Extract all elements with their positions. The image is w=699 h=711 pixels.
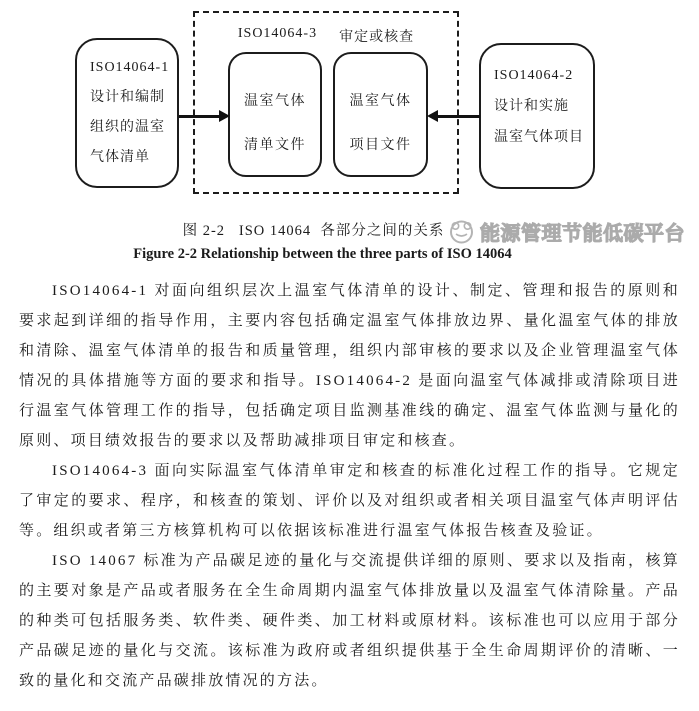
box-line: ISO14064-1 bbox=[90, 60, 170, 75]
iso14064-1-box bbox=[75, 38, 179, 188]
box-line: 设计和实施 bbox=[494, 99, 569, 114]
box-line: 设计和编制 bbox=[90, 90, 165, 105]
box-line: 组织的温室 bbox=[90, 120, 165, 135]
body-text bbox=[0, 276, 699, 696]
arrow-right-icon bbox=[219, 110, 230, 122]
ghg-project-file-box bbox=[333, 52, 428, 177]
paragraph-iso14067: ISO 14067 标准为产品碳足迹的量化与交流提供详细的原则、要求以及指南，核算的主要对象是产品或者服务在全生命周期内温室气体排放量以及温室气体清除量。产品的种类可包括服务类、软件类、硬件类、加工材料或原材料。该标准也可以应用于部分产品碳足迹的量化与交流。该标准为政府或者组织提供基于全生命周期评价的清晰、一致的量化和交流产品碳排放情况的方法。 bbox=[19, 553, 680, 689]
arrow-left-icon bbox=[427, 110, 438, 122]
box-line: 温室气体 bbox=[244, 94, 306, 109]
watermark-text: 能源管理节能低碳平台 bbox=[480, 223, 685, 245]
dashed-box-header bbox=[193, 26, 459, 46]
box-line: 项目文件 bbox=[349, 138, 412, 153]
box-line: ISO14064-2 bbox=[494, 68, 574, 83]
dashed-header-standard: ISO14064-3 bbox=[237, 26, 318, 41]
dashed-header-action: 审定或核查 bbox=[339, 30, 415, 45]
ghg-inventory-file-box bbox=[228, 52, 322, 177]
arrow-right-to-center-line bbox=[437, 115, 480, 118]
paragraph-iso14064-1-2: ISO14064-1 对面向组织层次上温室气体清单的设计、制定、管理和报告的原则和要求起到详细的指导作用，主要内容包括确定温室气体排放边界、量化温室气体的排放和清除、温室气体清单的报告和质量管理，组织内部审核的要求以及企业管理温室气体情况的具体措施等方面的要求和指导。ISO14064-2 是面向温室气体减排或清除项目进行温室气体管理工作的指导，包括确定项目监测基准线的确定、温室气体监测与量化的原则、项目绩效报告的要求以及帮助减排项目审定和核查。 bbox=[19, 283, 680, 449]
arrow-left-to-center-line bbox=[179, 115, 221, 118]
paragraph-iso14064-3: ISO14064-3 面向实际温室气体清单审定和核查的标准化过程工作的指导。它规定了审定的要求、程序，和核查的策划、评价以及对组织或者相关项目温室气体声明评估等。组织或者第三方核算机构可以依据该标准进行温室气体报告核查及验证。 bbox=[19, 463, 680, 539]
figure-caption-zh: 图 2-2 ISO 14064 各部分之间的关系 bbox=[182, 223, 445, 239]
iso14064-relationship-diagram bbox=[0, 0, 699, 214]
box-line: 温室气体 bbox=[349, 94, 412, 109]
figure-caption-en: Figure 2-2 Relationship between the three parts of ISO 14064 bbox=[133, 246, 512, 262]
box-line: 清单文件 bbox=[244, 138, 306, 153]
iso14064-2-box bbox=[479, 43, 595, 189]
box-line: 气体清单 bbox=[90, 150, 150, 165]
box-line: 温室气体项目 bbox=[494, 130, 584, 145]
